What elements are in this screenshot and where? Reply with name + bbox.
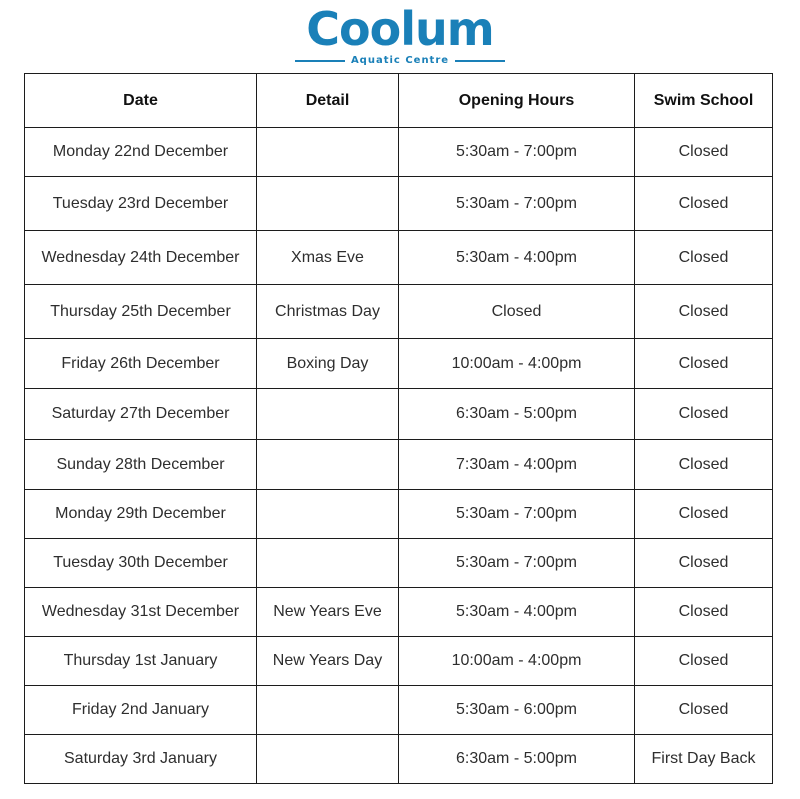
opening-hours-table [24,73,773,784]
table-row [25,735,773,784]
cell-opening-hours: 5:30am - 7:00pm [399,128,635,177]
cell-swim-school: First Day Back [635,735,773,784]
cell-opening-hours: 5:30am - 4:00pm [399,588,635,637]
cell-date: Wednesday 24th December [25,231,257,285]
cell-date: Tuesday 30th December [25,539,257,588]
table-header-row [25,74,773,128]
cell-detail [257,389,399,440]
cell-opening-hours: 10:00am - 4:00pm [399,339,635,389]
cell-date: Thursday 25th December [25,285,257,339]
cell-swim-school: Closed [635,339,773,389]
table-row [25,177,773,231]
logo-subtitle-row [0,55,800,66]
cell-opening-hours: 5:30am - 6:00pm [399,686,635,735]
cell-detail: Christmas Day [257,285,399,339]
cell-swim-school: Closed [635,440,773,490]
header-date: Date [25,74,257,128]
cell-date: Wednesday 31st December [25,588,257,637]
table-row [25,339,773,389]
logo-subtitle: Aquatic Centre [350,55,450,66]
header-detail: Detail [257,74,399,128]
cell-detail [257,128,399,177]
cell-date: Monday 22nd December [25,128,257,177]
logo-divider-right [455,60,505,62]
cell-swim-school: Closed [635,231,773,285]
cell-detail [257,440,399,490]
header-swim-school: Swim School [635,74,773,128]
cell-opening-hours: 5:30am - 7:00pm [399,490,635,539]
header-opening-hours: Opening Hours [399,74,635,128]
table-row [25,539,773,588]
cell-detail [257,686,399,735]
cell-opening-hours: 10:00am - 4:00pm [399,637,635,686]
cell-swim-school: Closed [635,539,773,588]
cell-swim-school: Closed [635,285,773,339]
cell-detail: Xmas Eve [257,231,399,285]
cell-swim-school: Closed [635,588,773,637]
cell-date: Thursday 1st January [25,637,257,686]
table-row [25,389,773,440]
cell-detail [257,490,399,539]
cell-opening-hours: 5:30am - 7:00pm [399,539,635,588]
cell-detail: New Years Eve [257,588,399,637]
cell-swim-school: Closed [635,389,773,440]
cell-date: Tuesday 23rd December [25,177,257,231]
cell-swim-school: Closed [635,177,773,231]
logo-divider-left [295,60,345,62]
table-row [25,231,773,285]
table-row [25,128,773,177]
cell-opening-hours: Closed [399,285,635,339]
cell-date: Sunday 28th December [25,440,257,490]
cell-date: Saturday 27th December [25,389,257,440]
table-row [25,637,773,686]
cell-detail [257,177,399,231]
cell-detail: New Years Day [257,637,399,686]
table-row [25,440,773,490]
cell-opening-hours: 6:30am - 5:00pm [399,735,635,784]
cell-date: Monday 29th December [25,490,257,539]
table-row [25,588,773,637]
cell-detail [257,735,399,784]
cell-swim-school: Closed [635,686,773,735]
cell-opening-hours: 5:30am - 7:00pm [399,177,635,231]
cell-swim-school: Closed [635,490,773,539]
cell-detail: Boxing Day [257,339,399,389]
cell-date: Saturday 3rd January [25,735,257,784]
cell-opening-hours: 7:30am - 4:00pm [399,440,635,490]
table-row [25,285,773,339]
cell-date: Friday 26th December [25,339,257,389]
cell-swim-school: Closed [635,637,773,686]
cell-opening-hours: 6:30am - 5:00pm [399,389,635,440]
table-row [25,490,773,539]
cell-swim-school: Closed [635,128,773,177]
logo [0,2,800,66]
cell-detail [257,539,399,588]
table-row [25,686,773,735]
cell-date: Friday 2nd January [25,686,257,735]
cell-opening-hours: 5:30am - 4:00pm [399,231,635,285]
logo-wordmark: Coolum [306,2,494,56]
